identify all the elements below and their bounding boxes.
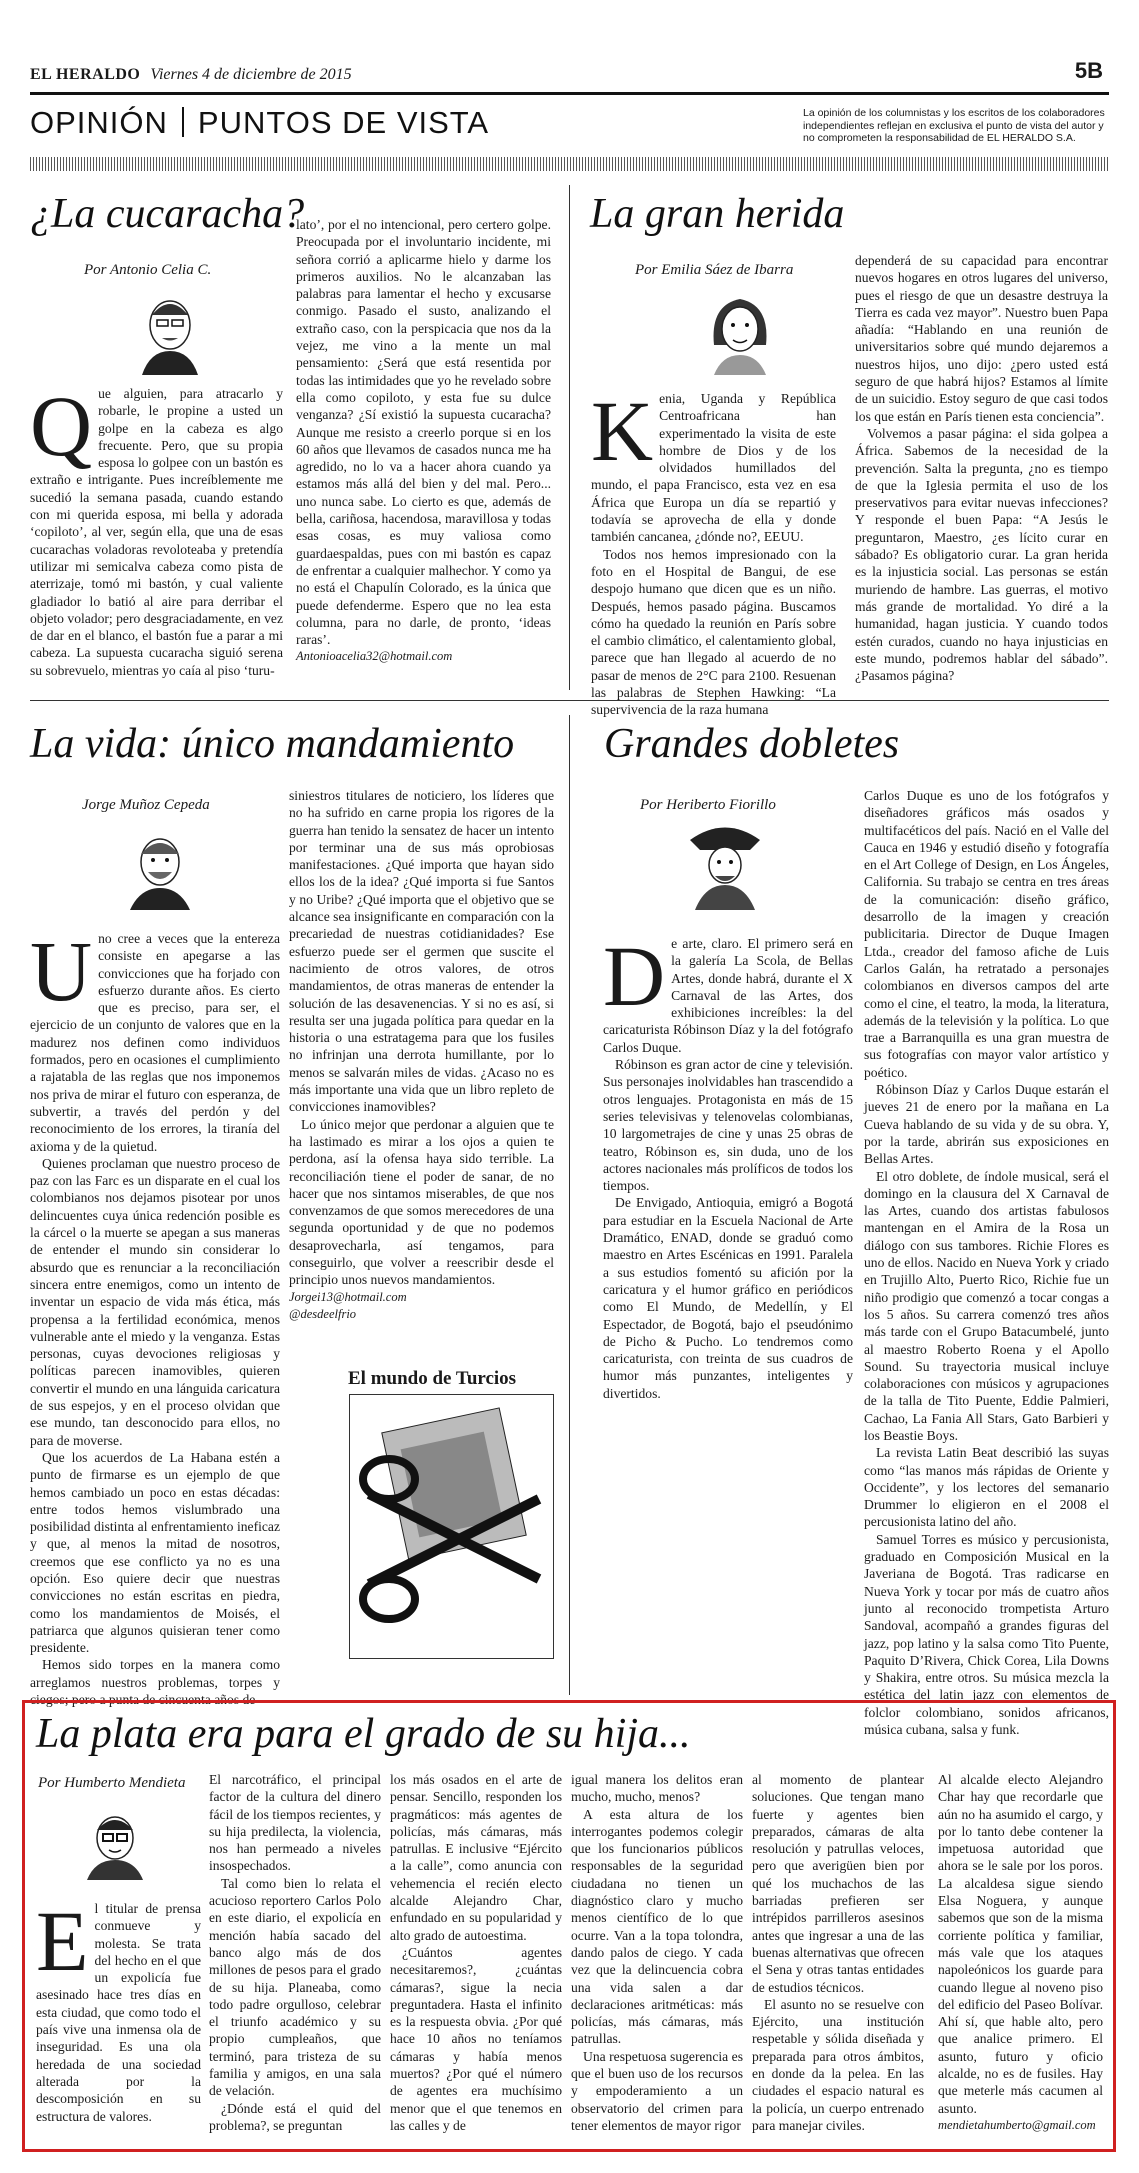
article-text: De Envigado, Antioquia, emigró a Bogotá para estudiar en la Escuela Nacional de Arte Dramático, ENAD, donde se graduó como maestro en Artes Escénicas en 1991. Paralela a sus estudios fomentó su afición por la caricatura y el humor gráfico en periódicos como El Mundo, de Medellín, y El Espectador, de Bogotá, bajo el pseudónimo de Picho & Pucho. Lo tendremos como caricaturista, con treinta de sus cuadros de humor más punzantes, inteligentes y divertidos. xyxy=(603,1195,853,1401)
article-text: lato’, por el no intencional, pero certero golpe. Preocupada por el involuntario incidente, mi señora corrió a aplicarme hielo y darme los primeros auxilios. No le alcanzaban las palabras para lamentar el hecho y excusarse conmigo. Pasado el susto, analizando el extraño caso, con la perspicacia que nos da la vejez, me vino a la mente un mal pensamiento: ¿Será que está resentida por todas las intimidades que yo he revelado sobre ella como copiloto, y esta fue su dulce venganza? ¿Sí existió la supuesta cucaracha? Aunque me resisto a creerlo porque si en los 60 años que llevamos de casados nunca me ha agredido, no lo va a hacer ahora cuando ya estamos más allá del bien y del mal. Pero... uno nunca sabe. Lo cierto es que, además de bella, cariñosa, hacendosa, maravillosa y todas esas cosas, es muy valiosa como guardaespaldas, pues con mi bastón es capaz de enfrentar a cualquier malhechor. Y como ya no está el Chapulín Colorado, es la única que puede defenderme. Espero que no lea esta columna, para no darle, de pronto, ‘ideas raras’. xyxy=(296,217,551,648)
disclaimer: La opinión de los columnistas y los escritos de los colaboradores independientes reflejan en exclusiva el punto de vista del autor y no comprometen la responsabilidad de EL HERALDO S.A. xyxy=(803,107,1105,144)
article-text: Volvemos a pasar página: el sida golpea a África. Sabemos de la necesidad de la prevención. Salta la pregunta, ¿no es tiempo de que la Iglesia permita el uso de los preservativos para evitar nuevas infecciones? Y responde el buen Papa: “A Jesús le preguntaron, Maestro, ¿es lícito curar en sábado? Es obligatorio curar. La gran herida es la injusticia social. Las personas se están muriendo de hambre. Las guerras, el motivo más grande de mortalidad. Yo diré a la humanidad, hagan justicia. Y cuando todos estén curados, cuando no haya injusticias en este mundo, podremos hablar del sábado”. ¿Pasamos página? xyxy=(855,425,1108,684)
article-text: Que los acuerdos de La Habana estén a punto de firmarse es un ejemplo de que hemos cambiado un poco en estas décadas: entre todos hemos vislumbrado una posibilidad distinta al enfrentamiento ineficaz y que, al menos la mitad de nosotros, creemos que ese conflicto ya no es una opción. Eso quiere decir que nuestras convicciones no están escritas en piedra, como los mandamientos de Moisés, el patriarca que algunos quisieran tener como presidente. xyxy=(30,1449,280,1656)
article-text: l titular de prensa conmueve y molesta. Se trata del hecho en el que un expolicía fue asesinado hace tres días en esta ciudad, que como todo el país vive una inmensa ola de inseguridad. Es una ola heredada de una sociedad alterada por la descomposición en su estructura de valores. xyxy=(36,1901,201,2124)
article-text: siniestros titulares de noticiero, los líderes que no ha sufrido en carne propia los rigores de la guerra han tenido la sensatez de hacer un intento por terminar una de sus más oprobiosas manifestaciones. ¿Qué importa que hayan sido ellos los de la idea? ¿Qué importa si fue Santos y no Uribe? ¿Qué importa que el objetivo que se alcance sea insignificante en comparación con la precariedad de nuestras cotidianidades? Ese esfuerzo puede ser el germen que suscite el nacimiento de otros valores, de otros mandamientos, de otras maneras de entender la solución de las desavenencias. Y si no es así, si resulta ser una jugada política para quedar en la historia o una estratagema para que los fusiles no infrinjan una derrota humillante, por lo menos se salvarán miles de vidas. ¿Acaso no es más importante una vida que un libro repleto de convicciones inamovibles? xyxy=(289,788,554,1115)
article-text: El asunto no se resuelve con Ejército, una institución respetable y sólida diseñada y preparada para otros ámbitos, en donde da la pelea. En las ciudades el espacio natural es la policía, un cuerpo entrenado para manejar civiles. xyxy=(752,1996,924,2133)
article-text: A esta altura de los interrogantes podemos colegir que los funcionarios públicos responsables de la seguridad ciudadana no tienen un diagnóstico claro y mucho menos científico de lo que ocurre. Van a la topa tolondra, dando palos de ciego. Y cada vez que la delincuencia cobra una vida salen a dar declaraciones aritméticas: más policías, más cámaras, más patrullas. xyxy=(571,1806,743,2047)
article-column xyxy=(36,1893,201,2140)
article-title: La plata era para el grado de su hija... xyxy=(36,1711,691,1757)
article-column xyxy=(938,1771,1103,2141)
article-column xyxy=(752,1771,924,2141)
page-number: 5B xyxy=(1074,58,1103,83)
author-caricature xyxy=(680,820,770,910)
article-text: Samuel Torres es músico y percusionista, graduado en Composición Musical en la Javeriana de Bogotá. Tras radicarse en Nueva York y tocar por más de cuatro años junto al reconocido trompetista Arturo Sandoval, acompañó a grandes figuras del jazz, pop latino y la salsa como Tito Puente, Paquito D’Rivera, Chick Corea, Lila Downs y Shakira, entre otros. Su música mezcla la estética del latin jazz con elementos de folclor colombiano, sonidos africanos, música cubana, salsa y funk. xyxy=(864,1531,1109,1738)
cartoon-illustration xyxy=(349,1394,554,1659)
article-text: dependerá de su capacidad para encontrar nuevos hogares en otros lugares del universo, pues el riesgo de que un desastre destruya la Tierra es cada vez mayor”. Nuestro buen Papa añadía: “Hablando en una reunión de universitarios sobre qué mundo dejaremos a nuestros hijos, uno dijo: ¿pero usted está seguro de que habrá hijos? Estamos al límite de un suicidio. Estoy seguro de que casi todos los que están en París tienen esta conciencia”. xyxy=(855,253,1108,424)
author-portrait xyxy=(75,1800,155,1880)
article-text: ¿Dónde está el quid del problema?, se preguntan xyxy=(209,2100,381,2133)
drop-cap: E xyxy=(36,1893,89,1989)
article-title: ¿La cucaracha? xyxy=(30,191,305,237)
article-column xyxy=(390,1771,562,2141)
article-text: Carlos Duque es uno de los fotógrafos y diseñadores gráficos más osados y multifacéticos del país. Nació en el Valle del Cauca en 1946 y estudió diseño y fotografía en el Art College of Design, en Los Ángeles, California. Su trabajo se centra en tres áreas de la comunicación: diseño gráfico, desarrollo de la imagen y creación publicitaria. Director de Duque Imagen Ltda., creador del famoso afiche de Luis Carlos Galán, ha retratado a personajes colombianos en diversos campos del arte como el cine, el teatro, la moda, la literatura, además de la televisión y la política. Lo que trae a Barranquilla es una gran muestra de sus fotografías con mayor valor artístico y poético. xyxy=(864,788,1109,1080)
article-text: Quienes proclaman que nuestro proceso de paz con las Farc es un disparate en el cual los colombianos nos dejamos pisotear por unos delincuentes cuya única redención posible es la cárcel o la muerte se apegan a sus maneras de entender el mundo sin considerar lo absurdo que es renunciar a la reconciliación sincera entre enemigos, como un intento de inventar un espacio de vida más ética, más propensa a la fertilidad económica, menos vulnerable ante el miedo y la venganza. Estas personas, cuyas devociones religiosas y políticas parecen inamovibles, quieren convertir el mundo en una lánguida caricatura de sus espejos, y en el proceso olvidan que ese mundo, tan desconocido para ellos, no para de moverse. xyxy=(30,1155,280,1448)
article-column xyxy=(603,928,853,1415)
article-column xyxy=(591,383,836,718)
article-text: no cree a veces que la entereza consiste en apegarse a las convicciones que ha forjado con esfuerzo durante años. Es cierto que es preciso, para ser, el ejercicio de un conjunto de valores que en la madurez nos definen como individuos formados, pero en ocasiones el cumplimiento a rajatabla de las reglas que nos imponemos nos priva de mirar el futuro con esperanza, de subvertir, a través del perdón y del reconocimiento de los errores, la tiranía del axioma y de la quietud. xyxy=(30,931,280,1154)
article-column xyxy=(855,252,1108,692)
drop-cap: K xyxy=(591,383,654,479)
header-rule xyxy=(30,92,1109,95)
hatched-bar xyxy=(30,157,1109,171)
column-divider xyxy=(569,185,570,690)
article-text: ue alguien, para atracarlo y robarle, le propine a usted un golpe en la cabeza es algo frecuente. Pero, que su propia esposa lo golpee con un bastón es extraño e intrigante. Pues increíblemente me sucedió la semana pasada, cuando estando con mi querida esposa, mi bella y adorada ‘copiloto’, al ver, según ella, que una de esas cucarachas voladoras revoloteaba y pretendía utilizar mi semicalva cabeza como pista de aterrizaje, tomó mi bastón, y cual valiente gladiador lo batió al aire para derribar el objeto volador; pero desgraciadamente, en vez de dar en el blanco, el bastón fue a parar a mi cabeza. La supuesta cucaracha siguió serena su sobrevuelo, mientras yo caía al piso ‘turu- xyxy=(30,386,283,678)
drop-cap: U xyxy=(30,923,93,1019)
article-byline: Por Antonio Celia C. xyxy=(84,262,212,278)
drop-cap: D xyxy=(603,928,666,1024)
cartoon-title: El mundo de Turcios xyxy=(348,1368,517,1389)
author-email: Jorgei13@hotmail.com xyxy=(289,1289,407,1304)
column-divider xyxy=(569,715,570,1695)
article-text: al momento de plantear soluciones. Que tengan mano fuerte y agentes bien preparados, cámaras de alta resolución y patrullas veloces, pero que averigüen bien por qué los muchachos de las barriadas prefieren ser intrépidos parrilleros asesinos antes que ingresar a una de las buenas alternativas que ofrecen el Sena y otras tantas entidades de estudios técnicos. xyxy=(752,1772,924,1995)
article-title: Grandes dobletes xyxy=(604,721,900,767)
article-text: enia, Uganda y República Centroafricana han experimentado la visita de este hombre de Dios y de los olvidados humillados del mundo, el papa Francisco, esta vez en esa África que Europa un día se repartió y todavía se aprovecha de ella y donde también cancanea, ¿dónde no?, EEUU. xyxy=(591,391,836,545)
article-byline: Por Heriberto Fiorillo xyxy=(640,797,776,813)
article-column xyxy=(30,378,283,683)
article-text: Róbinson es gran actor de cine y televisión. Sus personajes inolvidables han trascendido a otros lenguajes. Protagonista en más de 15 series televisivas y telenovelas colombianas, 10 largometrajes de cine y unas 25 obras de teatro, Róbinson es, sin duda, uno de los actores nacionales más prolíficos de todos los tiempos. xyxy=(603,1057,853,1194)
section-divider xyxy=(182,107,184,137)
article-text: Tal como bien lo relata el acucioso reportero Carlos Polo en este diario, el expolicía en mención había sacado del banco algo más de dos millones de pesos para el grado de su hija. Planeaba, como todo padre orgulloso, celebrar el triunfo académico y su propio cumpleaños, que terminó, para tristeza de su familia y amigos, en una sala de velación. xyxy=(209,1875,381,2099)
article-title: La vida: único mandamiento xyxy=(30,721,515,767)
article-text: igual manera los delitos eran mucho, mucho, menos? xyxy=(571,1772,743,1805)
subsection-name: PUNTOS DE VISTA xyxy=(197,105,490,140)
article-title: La gran herida xyxy=(590,191,845,237)
article-text: Hemos sido torpes en la manera como arreglamos nuestros problemas, torpes y ciegos; pero a punta de cincuenta años de xyxy=(30,1657,280,1708)
author-email: mendietahumberto@gmail.com xyxy=(938,2117,1096,2132)
article-text: ¿Cuántos agentes necesitaremos?, ¿cuántas cámaras?, sigue la necia preguntadera. Hasta el infinito es la respuesta obvia. ¿Por qué hace 10 años no teníamos cámaras y había menos muertos? ¿Por qué el número de agentes era muchísimo menor que el que tenemos en las calles y de xyxy=(390,1944,562,2133)
author-portrait xyxy=(120,820,200,910)
article-column xyxy=(296,216,551,686)
article-text: los más osados en el arte de pensar. Sencillo, responden los pragmáticos: más agentes de policías, más cámaras, más patrullas. E inclusive “Ejército a la calle”, como anuncia con vehemencia el recién electo alcalde Alejandro Char, enfundado en su popularidad y alto grado de autoestima. xyxy=(390,1772,562,1943)
article-text: Róbinson Díaz y Carlos Duque estarán el jueves 21 de enero por la mañana en La Cueva hablando de su vida y de su obra. Y, por la tarde, abrirán sus exposiciones en Bellas Artes. xyxy=(864,1082,1109,1167)
article-byline: Jorge Muñoz Cepeda xyxy=(82,797,210,813)
author-portrait xyxy=(130,285,210,375)
article-text: Una respetuosa sugerencia es que el buen uso de los recursos y empoderamiento a un observatorio del crimen para tener elementos de mayor rigor xyxy=(571,2048,743,2133)
article-text: La revista Latin Beat describió las suyas como “las manos más rápidas de Oriente y Occidente”, y los lectores del semanario Drummer lo eligieron en el 2008 el percusionista latino del año. xyxy=(864,1445,1109,1530)
article-byline: Por Emilia Sáez de Ibarra xyxy=(635,262,794,278)
issue-date: Viernes 4 de diciembre de 2015 xyxy=(150,66,352,83)
author-handle: @desdeelfrio xyxy=(289,1306,357,1321)
row-divider xyxy=(30,700,1109,701)
masthead xyxy=(30,66,352,84)
newspaper-name: EL HERALDO xyxy=(30,66,141,83)
article-column xyxy=(289,787,554,1342)
article-text: Todos nos hemos impresionado con la foto en el Hospital de Bangui, de ese despojo humano que dicen que es un niño. Después, hemos pasado página. Buscamos cómo ha quedado la reunión en París sobre el cambio climático, el calentamiento global, parece que han llegado al acuerdo de no pasar de menos de 2°C para 2100. Resuenan las palabras de Stephen Hawking: “La supervivencia de la raza humana xyxy=(591,546,836,718)
article-text: Al alcalde electo Alejandro Char hay que recordarle que aún no ha asumido el cargo, y por lo tanto debe contener la impetuosa autoridad que ahora se le sale por los poros. La alcaldesa sigue siendo Elsa Noguera, y aunque sabemos que son de la misma corriente política y familiar, más vale que los ataques napoleónicos los guarde para cuando llegue al noveno piso del edificio del Paseo Bolívar. Ahí sí, que hable alto, pero que analice primero. El asunto, futuro y oficio alcalde, no es de fusiles. Hay que meterle más cacumen al asunto. xyxy=(938,1772,1103,2116)
article-text: El otro doblete, de índole musical, será el domingo en la clausura del X Carnaval de las Artes, cuando dos artistas fabulosos mantengan en el Amira de la Rosa un diálogo con sus tambores. Richie Flores es uno de ellos. Nacido en Nueva York y criado en Trujillo Alto, Puerto Rico, Richie fue un niño prodigio que comenzó a tocar congas a los 5 años. Su carrera comenzó tres años más tarde con el Grupo Batacumbelé, junto al maestro Roberto Roena y el Apollo Sound. Su trayectoria musical incluye colaboraciones con músicos y agrupaciones de la talla de Tito Puente, Eddie Palmieri, Cachao, La Fania All Stars, Gato Barbieri y los Beastie Boys. xyxy=(864,1168,1109,1443)
article-column xyxy=(30,923,280,1708)
article-text: e arte, claro. El primero será en la galería La Scola, de Bellas Artes, donde habrá, durante el X Carnaval de las Artes, dos exhibiciones increíbles: la del caricaturista Róbinson Díaz y la del fotógrafo Carlos Duque. xyxy=(603,936,853,1055)
author-portrait xyxy=(700,285,780,375)
drop-cap: Q xyxy=(30,378,93,474)
article-byline: Por Humberto Mendieta xyxy=(38,1775,186,1791)
section-header xyxy=(30,105,489,141)
article-text: Lo único mejor que perdonar a alguien que te ha lastimado es mirar a los ojos a quien te perdona, así la ofensa haya sido terrible. La reconciliación tiene el poder de sanar, de no hacer que nos sintamos miserables, de que nos convenzamos de que somos merecedores de una segunda oportunidad y de que no podemos desaprovecharla, así tengamos, para conseguirlo, que volver a reescribir desde el principio unos nuevos mandamientos. xyxy=(289,1116,554,1288)
article-column xyxy=(571,1771,743,2141)
author-email: Antonioacelia32@hotmail.com xyxy=(296,649,453,664)
article-column xyxy=(209,1771,381,2141)
article-column xyxy=(864,787,1109,1738)
article-text: El narcotráfico, el principal factor de la cultura del dinero fácil de los tiempos recientes, y su hija predilecta, la violencia, nos han permeado a niveles insospechados. xyxy=(209,1772,381,1874)
section-name: OPINIÓN xyxy=(30,105,168,140)
